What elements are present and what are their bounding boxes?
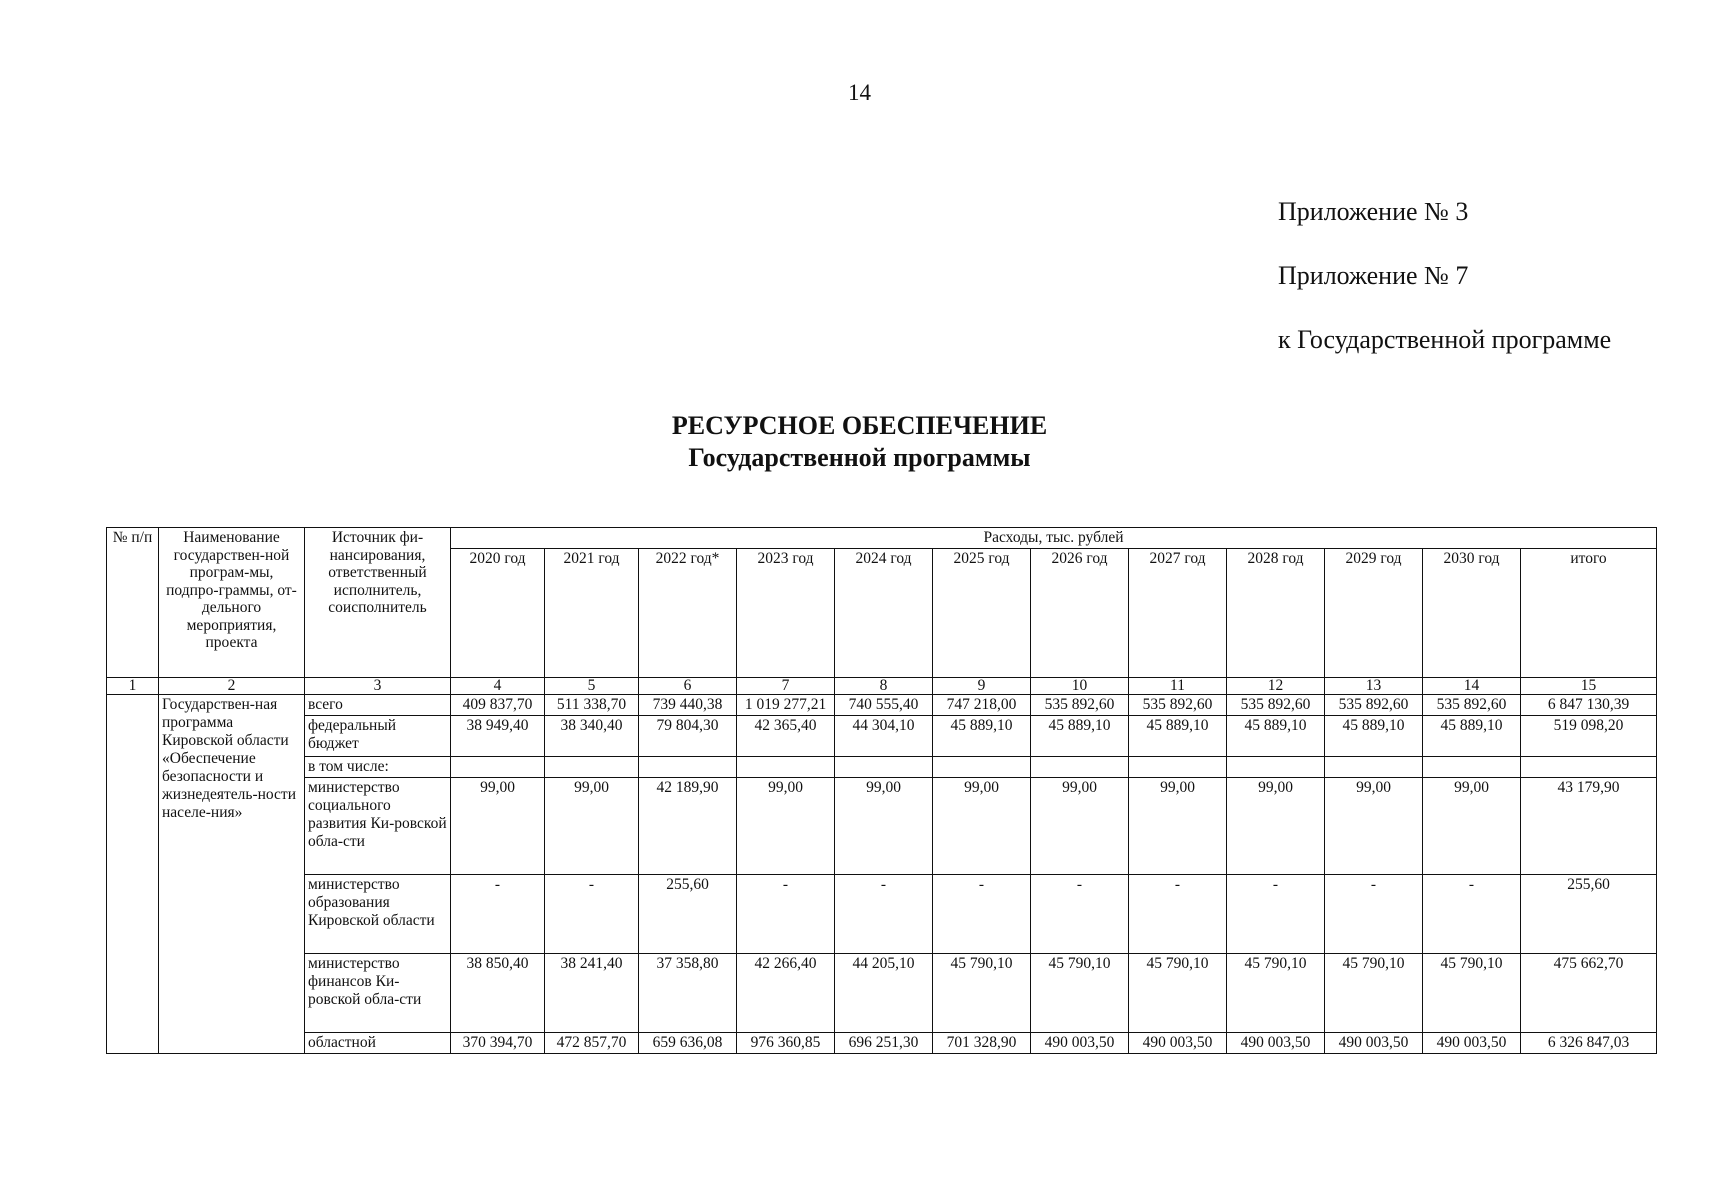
table-row	[107, 778, 1657, 875]
value-cell: 45 889,10	[1227, 716, 1325, 757]
value-cell: 45 889,10	[1325, 716, 1423, 757]
value-cell: 45 790,10	[933, 954, 1031, 1033]
document-title-line-1: РЕСУРСНОЕ ОБЕСПЕЧЕНИЕ	[671, 411, 1048, 440]
value-cell: 45 790,10	[1031, 954, 1129, 1033]
value-cell	[835, 757, 933, 778]
value-cell: 99,00	[1129, 778, 1227, 875]
funding-source-cell: министерство социального развития Ки-ровской обла-сти	[305, 778, 451, 875]
value-cell: 38 949,40	[451, 716, 545, 757]
value-cell	[1031, 757, 1129, 778]
resources-table	[106, 527, 1657, 1054]
header-year: 2020 год	[451, 549, 545, 678]
value-cell	[1227, 757, 1325, 778]
header-year: 2022 год*	[639, 549, 737, 678]
value-cell	[545, 757, 639, 778]
value-cell: 490 003,50	[1031, 1033, 1129, 1054]
value-cell: 99,00	[933, 778, 1031, 875]
appendix-line-2: Приложение № 7	[1278, 261, 1469, 290]
value-cell: 79 804,30	[639, 716, 737, 757]
table-row	[107, 716, 1657, 757]
value-cell: 45 790,10	[1325, 954, 1423, 1033]
row-number-cell	[107, 695, 159, 1054]
value-cell: 44 304,10	[835, 716, 933, 757]
value-cell: 99,00	[1325, 778, 1423, 875]
value-cell: 535 892,60	[1227, 695, 1325, 716]
index-cell: 12	[1227, 678, 1325, 695]
value-cell: -	[545, 875, 639, 954]
header-num: № п/п	[107, 528, 159, 678]
value-cell: 490 003,50	[1227, 1033, 1325, 1054]
value-cell	[933, 757, 1031, 778]
appendix-line-1: Приложение № 3	[1278, 197, 1469, 226]
value-cell: 38 241,40	[545, 954, 639, 1033]
value-cell: 490 003,50	[1129, 1033, 1227, 1054]
value-cell: 99,00	[1423, 778, 1521, 875]
value-cell: 99,00	[1227, 778, 1325, 875]
index-cell: 4	[451, 678, 545, 695]
value-cell: 747 218,00	[933, 695, 1031, 716]
value-cell	[1423, 757, 1521, 778]
index-cell: 9	[933, 678, 1031, 695]
index-cell: 14	[1423, 678, 1521, 695]
value-cell: -	[835, 875, 933, 954]
table-header-row	[107, 528, 1657, 549]
value-cell: 535 892,60	[1031, 695, 1129, 716]
page-number: 14	[848, 80, 871, 105]
value-cell: 535 892,60	[1325, 695, 1423, 716]
value-cell: 99,00	[737, 778, 835, 875]
appendix-line-3: к Государственной программе	[1278, 325, 1612, 354]
value-cell	[737, 757, 835, 778]
value-cell: -	[451, 875, 545, 954]
value-cell: -	[933, 875, 1031, 954]
value-cell: 255,60	[1521, 875, 1657, 954]
value-cell: 255,60	[639, 875, 737, 954]
value-cell: 535 892,60	[1129, 695, 1227, 716]
value-cell: 45 889,10	[933, 716, 1031, 757]
value-cell: 519 098,20	[1521, 716, 1657, 757]
value-cell: 696 251,30	[835, 1033, 933, 1054]
value-cell: 45 790,10	[1129, 954, 1227, 1033]
value-cell: 701 328,90	[933, 1033, 1031, 1054]
value-cell	[1129, 757, 1227, 778]
header-year: 2028 год	[1227, 549, 1325, 678]
table-index-row	[107, 678, 1657, 695]
value-cell: 45 889,10	[1423, 716, 1521, 757]
header-year: 2030 год	[1423, 549, 1521, 678]
value-cell: 409 837,70	[451, 695, 545, 716]
program-name-cell: Государствен-ная программа Кировской области «Обеспечение безопасности и жизнедеятель-ности населе-ния»	[159, 695, 305, 1054]
document-title	[0, 410, 1719, 474]
header-year: 2025 год	[933, 549, 1031, 678]
header-name: Наименование государствен-ной програм-мы, подпро-граммы, от-дельного мероприятия, проекта	[159, 528, 305, 678]
value-cell: 44 205,10	[835, 954, 933, 1033]
funding-source-cell: федеральный бюджет	[305, 716, 451, 757]
header-year: 2021 год	[545, 549, 639, 678]
value-cell: -	[1031, 875, 1129, 954]
value-cell: 659 636,08	[639, 1033, 737, 1054]
value-cell: 45 889,10	[1031, 716, 1129, 757]
index-cell: 2	[159, 678, 305, 695]
value-cell	[1521, 757, 1657, 778]
value-cell: 38 340,40	[545, 716, 639, 757]
value-cell: 739 440,38	[639, 695, 737, 716]
value-cell: 1 019 277,21	[737, 695, 835, 716]
value-cell: 37 358,80	[639, 954, 737, 1033]
index-cell: 13	[1325, 678, 1423, 695]
value-cell: 475 662,70	[1521, 954, 1657, 1033]
header-year: 2024 год	[835, 549, 933, 678]
value-cell: 99,00	[451, 778, 545, 875]
header-year: 2023 год	[737, 549, 835, 678]
value-cell: 99,00	[835, 778, 933, 875]
value-cell: 6 326 847,03	[1521, 1033, 1657, 1054]
value-cell	[1325, 757, 1423, 778]
index-cell: 11	[1129, 678, 1227, 695]
index-cell: 1	[107, 678, 159, 695]
value-cell: 511 338,70	[545, 695, 639, 716]
value-cell: 740 555,40	[835, 695, 933, 716]
table-row	[107, 954, 1657, 1033]
value-cell: -	[1423, 875, 1521, 954]
value-cell: 42 189,90	[639, 778, 737, 875]
value-cell: 45 790,10	[1227, 954, 1325, 1033]
value-cell: 99,00	[1031, 778, 1129, 875]
index-cell: 8	[835, 678, 933, 695]
index-cell: 7	[737, 678, 835, 695]
funding-source-cell: министерство образования Кировской области	[305, 875, 451, 954]
table-row	[107, 695, 1657, 716]
value-cell	[639, 757, 737, 778]
index-cell: 3	[305, 678, 451, 695]
value-cell: 976 360,85	[737, 1033, 835, 1054]
value-cell: 38 850,40	[451, 954, 545, 1033]
value-cell: 535 892,60	[1423, 695, 1521, 716]
document-title-line-2: Государственной программы	[688, 443, 1031, 472]
funding-source-cell: министерство финансов Ки-ровской обла-сти	[305, 954, 451, 1033]
table-row	[107, 875, 1657, 954]
value-cell	[451, 757, 545, 778]
header-year: 2027 год	[1129, 549, 1227, 678]
index-cell: 6	[639, 678, 737, 695]
index-cell: 5	[545, 678, 639, 695]
header-year: итого	[1521, 549, 1657, 678]
table-row	[107, 757, 1657, 778]
value-cell: 490 003,50	[1325, 1033, 1423, 1054]
value-cell: -	[1129, 875, 1227, 954]
header-year: 2029 год	[1325, 549, 1423, 678]
value-cell: 45 790,10	[1423, 954, 1521, 1033]
value-cell: 42 266,40	[737, 954, 835, 1033]
value-cell: 43 179,90	[1521, 778, 1657, 875]
funding-source-cell: в том числе:	[305, 757, 451, 778]
table-row	[107, 1033, 1657, 1054]
value-cell: 45 889,10	[1129, 716, 1227, 757]
funding-source-cell: всего	[305, 695, 451, 716]
value-cell: 42 365,40	[737, 716, 835, 757]
header-source: Источник фи-нансирования, ответственный исполнитель, соисполнитель	[305, 528, 451, 678]
header-year: 2026 год	[1031, 549, 1129, 678]
header-expenses: Расходы, тыс. рублей	[451, 528, 1657, 549]
value-cell: 99,00	[545, 778, 639, 875]
appendix-block	[1278, 180, 1611, 372]
value-cell: -	[1325, 875, 1423, 954]
value-cell: 370 394,70	[451, 1033, 545, 1054]
index-cell: 15	[1521, 678, 1657, 695]
value-cell: -	[1227, 875, 1325, 954]
value-cell: 6 847 130,39	[1521, 695, 1657, 716]
value-cell: -	[737, 875, 835, 954]
value-cell: 472 857,70	[545, 1033, 639, 1054]
funding-source-cell: областной	[305, 1033, 451, 1054]
index-cell: 10	[1031, 678, 1129, 695]
value-cell: 490 003,50	[1423, 1033, 1521, 1054]
